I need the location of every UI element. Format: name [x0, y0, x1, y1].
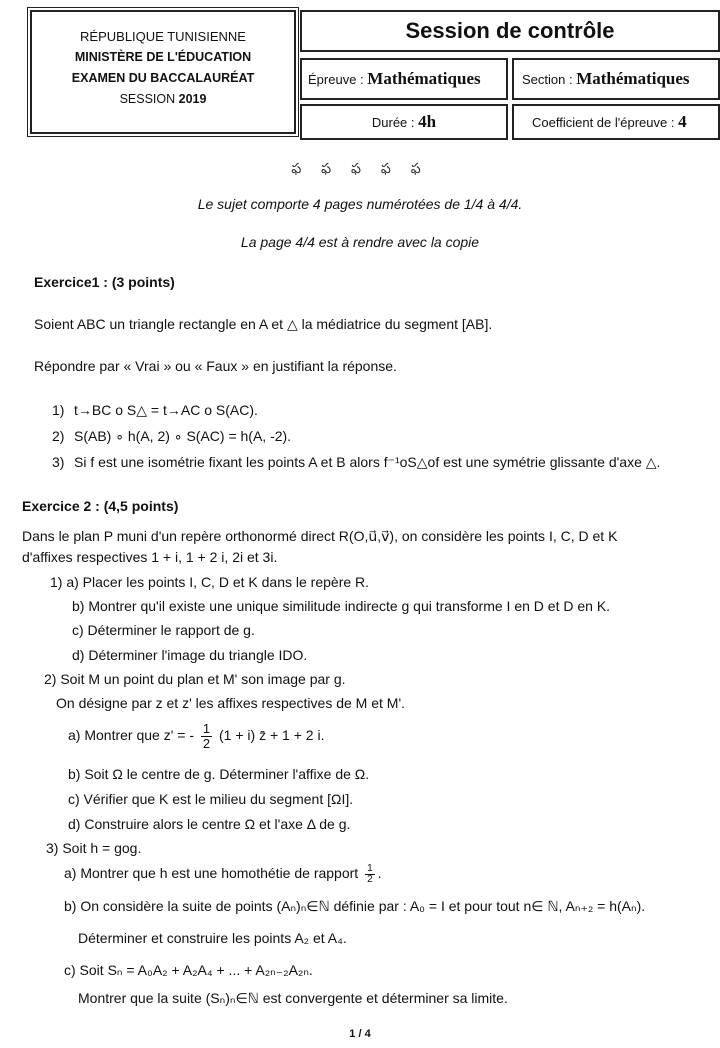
- ex2-title: Exercice 2 : (4,5 points): [22, 498, 179, 514]
- ornament-divider: ఫ ఫ ఫ ఫ ఫ: [291, 160, 429, 176]
- intro-pages: Le sujet comporte 4 pages numérotées de 1/4 à 4/4.: [197, 196, 523, 212]
- ex1-statement: Soient ABC un triangle rectangle en A et △ la médiatrice du segment [AB].: [34, 316, 493, 332]
- ex2-q2-notation: On désigne par z et z' les affixes respectives de M et M'.: [56, 695, 406, 711]
- ex1-instruction: Répondre par « Vrai » ou « Faux » en justifiant la réponse.: [34, 358, 397, 374]
- ex2-q2b: b) Soit Ω le centre de g. Déterminer l'affixe de Ω.: [68, 766, 370, 782]
- duree-box: Durée : 4h: [300, 104, 508, 140]
- fraction-one-half: $\frac{1}{2}$: [202, 721, 211, 751]
- ex1-item-1: 1) t→BC o S△ = t→AC o S(AC).: [52, 402, 258, 418]
- intro-return-page: La page 4/4 est à rendre avec la copie: [240, 234, 480, 250]
- ex2-q2a: a) Montrer que z' = - $\frac{1}{2}$ (1 + i) z̄ + 1 + 2 i.: [68, 721, 325, 751]
- ex2-q3c-detail: Montrer que la suite (Sₙ)ₙ∈ℕ est convergente et déterminer sa limite.: [78, 990, 508, 1006]
- ex1-item-3: 3) Si f est une isométrie fixant les points A et B alors f⁻¹oS△of est une symétrie glissante d'axe △.: [52, 454, 661, 470]
- ex2-intro-1: Dans le plan P muni d'un repère orthonormé direct R(O,u⃗,v⃗), on considère les points I, C, D et K: [22, 528, 618, 544]
- ex2-q2d: d) Construire alors le centre Ω et l'axe Δ de g.: [68, 816, 351, 832]
- section-value: Mathématiques: [576, 69, 690, 88]
- ex2-q2: 2) Soit M un point du plan et M' son image par g.: [44, 671, 346, 687]
- ex2-q3b-detail: Déterminer et construire les points A₂ et A₄.: [78, 930, 347, 946]
- session-title: Session de contrôle: [300, 10, 720, 52]
- exam-header: [30, 10, 720, 138]
- ex2-q3a: a) Montrer que h est une homothétie de rapport $\frac{1}{2}$ .: [64, 863, 382, 885]
- ex2-q1c: c) Déterminer le rapport de g.: [72, 622, 255, 638]
- coefficient-value: 4: [678, 112, 687, 131]
- republic-line: RÉPUBLIQUE TUNISIENNE: [80, 29, 246, 44]
- ex2-q3c: c) Soit Sₙ = A₀A₂ + A₂A₄ + ... + A₂ₙ₋₂A₂ₙ.: [64, 962, 313, 978]
- fraction-one-half-small: $\frac{1}{2}$: [367, 863, 373, 885]
- ministry-block: [30, 10, 296, 134]
- ex2-q1b: b) Montrer qu'il existe une unique similitude indirecte g qui transforme I en D et D en K.: [72, 598, 611, 614]
- ex1-item-2: 2) S(AB) ∘ h(A, 2) ∘ S(AC) = h(A, -2).: [52, 428, 292, 444]
- coefficient-box: Coefficient de l'épreuve : 4: [512, 104, 720, 140]
- epreuve-box: Épreuve : Mathématiques: [300, 58, 508, 100]
- ex2-q3: 3) Soit h = gog.: [46, 840, 142, 856]
- ministry-line: MINISTÈRE DE L'ÉDUCATION: [74, 50, 252, 64]
- epreuve-value: Mathématiques: [367, 69, 481, 88]
- ex2-q2c: c) Vérifier que K est le milieu du segment [ΩI].: [68, 791, 354, 807]
- section-box: Section : Mathématiques: [512, 58, 720, 100]
- ex1-title: Exercice1 : (3 points): [34, 274, 175, 290]
- ex2-q3b: b) On considère la suite de points (Aₙ)ₙ∈ℕ définie par : A₀ = I et pour tout n∈ ℕ, Aₙ₊₂ = h(Aₙ).: [64, 898, 646, 914]
- ex2-q1d: d) Déterminer l'image du triangle IDO.: [72, 647, 308, 663]
- ex2-q1a: 1) a) Placer les points I, C, D et K dans le repère R.: [50, 574, 370, 590]
- ex2-intro-2: d'affixes respectives 1 + i, 1 + 2 i, 2i et 3i.: [22, 549, 278, 565]
- page-number: 1 / 4: [349, 1028, 371, 1040]
- duree-value: 4h: [418, 112, 437, 131]
- exam-line: EXAMEN DU BACCALAURÉAT: [71, 71, 255, 85]
- session-year-line: SESSION 2019: [119, 92, 207, 106]
